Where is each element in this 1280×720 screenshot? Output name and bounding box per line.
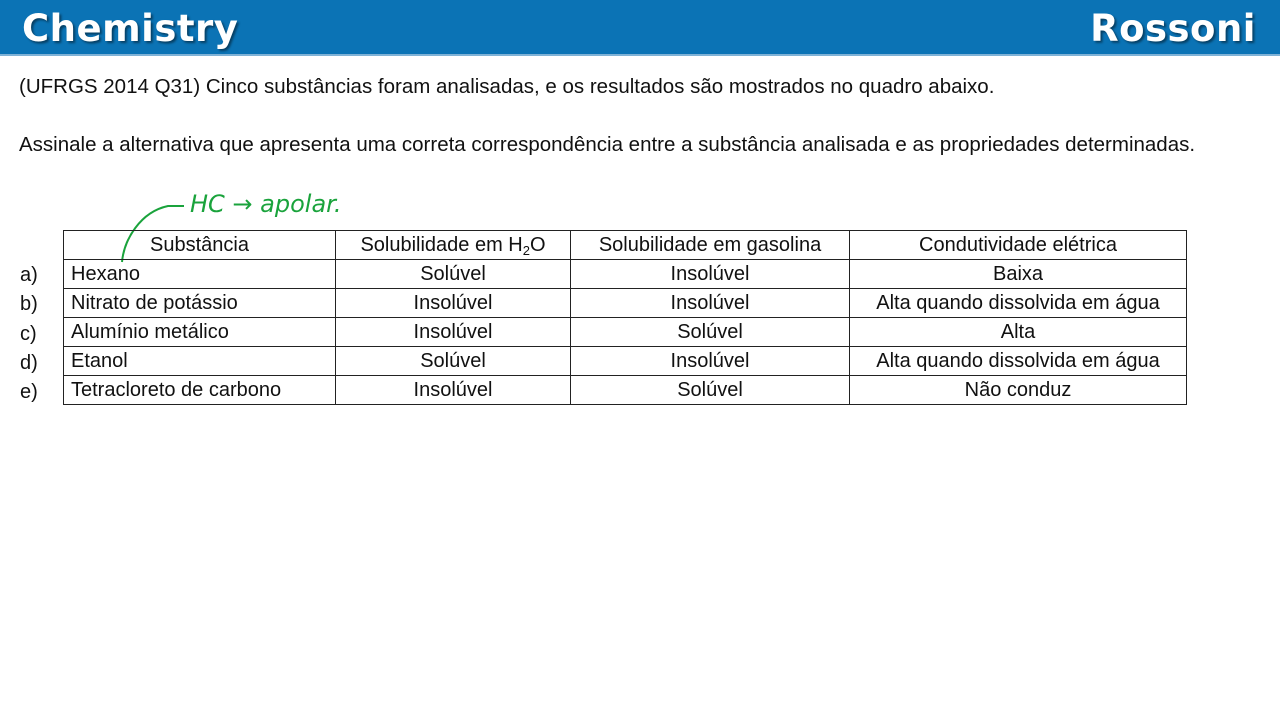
question-intro: (UFRGS 2014 Q31) Cinco substâncias foram analisadas, e os resultados são mostrados no quadro abaixo. xyxy=(19,75,995,98)
header-conductivity: Condutividade elétrica xyxy=(850,231,1187,260)
cell-water: Insolúvel xyxy=(336,318,571,347)
table-row xyxy=(64,347,1187,376)
option-letter: c) xyxy=(20,322,37,345)
header-water-solubility: Solubilidade em $H_2O$ xyxy=(336,231,571,260)
header-substance: Substância xyxy=(64,231,336,260)
option-letter: d) xyxy=(20,351,38,374)
cell-water: Solúvel xyxy=(336,260,571,289)
cell-conductivity: Não conduz xyxy=(850,376,1187,405)
answers-table xyxy=(63,230,1187,405)
cell-gasoline: Insolúvel xyxy=(571,289,850,318)
cell-substance: Nitrato de potássio xyxy=(64,289,336,318)
cell-gasoline: Insolúvel xyxy=(571,260,850,289)
cell-gasoline: Insolúvel xyxy=(571,347,850,376)
cell-water: Insolúvel xyxy=(336,376,571,405)
option-letters xyxy=(20,261,38,407)
cell-substance: Etanol xyxy=(64,347,336,376)
header-bar xyxy=(0,0,1280,56)
option-letter: e) xyxy=(20,381,38,404)
header-title: Chemistry xyxy=(22,7,239,50)
option-letter: b) xyxy=(20,293,38,316)
cell-substance: Alumínio metálico xyxy=(64,318,336,347)
annotation-text: HC → apolar. xyxy=(190,190,342,218)
table-header-row xyxy=(64,231,1187,260)
table-row xyxy=(64,318,1187,347)
table-row xyxy=(64,289,1187,318)
table-row xyxy=(64,260,1187,289)
cell-gasoline: Solúvel xyxy=(571,376,850,405)
cell-conductivity: Alta quando dissolvida em água xyxy=(850,347,1187,376)
option-letter: a) xyxy=(20,264,38,286)
table-row xyxy=(64,376,1187,405)
header-gasoline-solubility: Solubilidade em gasolina xyxy=(571,231,850,260)
cell-conductivity: Alta xyxy=(850,318,1187,347)
cell-substance: Tetracloreto de carbono xyxy=(64,376,336,405)
cell-water: Solúvel xyxy=(336,347,571,376)
cell-substance: Hexano xyxy=(64,260,336,289)
cell-conductivity: Baixa xyxy=(850,260,1187,289)
cell-gasoline: Solúvel xyxy=(571,318,850,347)
cell-water: Insolúvel xyxy=(336,289,571,318)
question-prompt: Assinale a alternativa que apresenta uma correta correspondência entre a substância analisada e as propriedades determinadas. xyxy=(19,133,1196,156)
header-author: Rossoni xyxy=(1090,7,1256,50)
cell-conductivity: Alta quando dissolvida em água xyxy=(850,289,1187,318)
